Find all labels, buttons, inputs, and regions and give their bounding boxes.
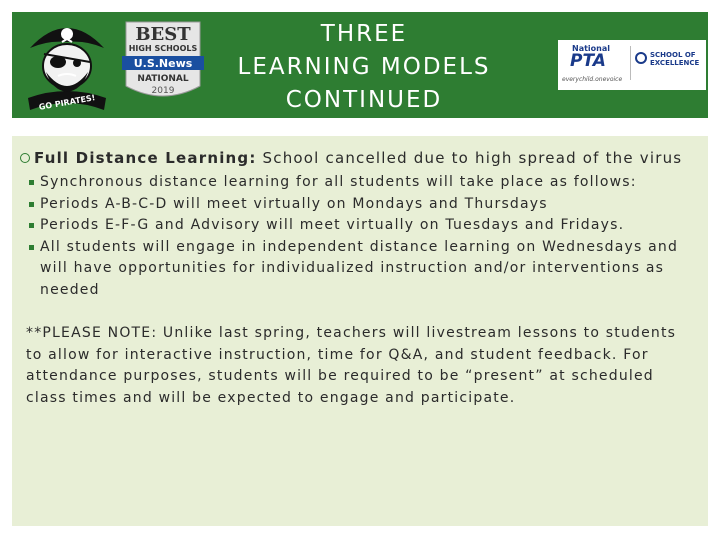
pta-school-line-1: SCHOOL OF: [650, 51, 696, 59]
badge-national-text: NATIONAL: [137, 74, 189, 84]
list-item: [28, 172, 688, 194]
pta-school-of-excellence: [650, 51, 704, 67]
please-note-paragraph: **PLEASE NOTE: Unlike last spring, teachers will livestream lessons to students to allow for interactive instruction, time for Q&A, and student feedback. For attendance purposes, students will be required to be “present” at scheduled class times and will be expected to engage and participate.: [26, 325, 677, 406]
list-item-text: Synchronous distance learning for all students will take place as follows:: [40, 174, 637, 190]
badge-best-text: BEST: [135, 24, 191, 45]
list-item: [28, 194, 688, 216]
badge-usnews-text: U.S.News: [133, 57, 193, 70]
pta-divider: [630, 46, 631, 80]
lead-heading: Full Distance Learning:: [34, 149, 257, 167]
list-item-text: Periods A-B-C-D will meet virtually on Mondays and Thursdays: [40, 195, 548, 212]
pta-school-line-2: EXCELLENCE: [650, 59, 700, 67]
page-title: [226, 18, 502, 117]
pta-tagline: everychild.onevoice: [562, 76, 623, 83]
pta-wordmark: PTA: [570, 51, 606, 71]
square-bullet-icon: [29, 245, 34, 250]
pta-seal-icon: [635, 52, 647, 64]
pta-national-text: National: [572, 44, 610, 53]
badge-year-text: 2019: [151, 86, 175, 96]
title-line-3: CONTINUED: [285, 87, 443, 113]
list-item-text: All students will engage in independent distance learning on Wednesdays and will have opportunities for individualized instruction and/or interventions as needed: [40, 238, 679, 298]
national-pta-logo: [558, 40, 706, 90]
lead-description: School cancelled due to high spread of the virus: [256, 149, 683, 167]
best-high-schools-badge: [120, 20, 206, 104]
main-bullet: [20, 149, 682, 167]
list-item: [28, 215, 688, 237]
pirate-mascot-logo: [26, 14, 108, 114]
title-line-2: LEARNING MODELS: [237, 54, 491, 80]
title-line-1: THREE: [320, 21, 408, 47]
sub-bullet-list: [28, 172, 688, 302]
list-item-text: Periods E-F-G and Advisory will meet virtually on Tuesdays and Fridays.: [40, 217, 625, 234]
logo-ribbon-text: GO PIRATES!: [38, 93, 96, 112]
square-bullet-icon: [29, 180, 34, 185]
square-bullet-icon: [29, 202, 34, 207]
ring-bullet-icon: [20, 153, 30, 163]
list-item: [28, 237, 688, 302]
badge-high-schools-text: HIGH SCHOOLS: [128, 44, 198, 53]
square-bullet-icon: [29, 223, 34, 228]
